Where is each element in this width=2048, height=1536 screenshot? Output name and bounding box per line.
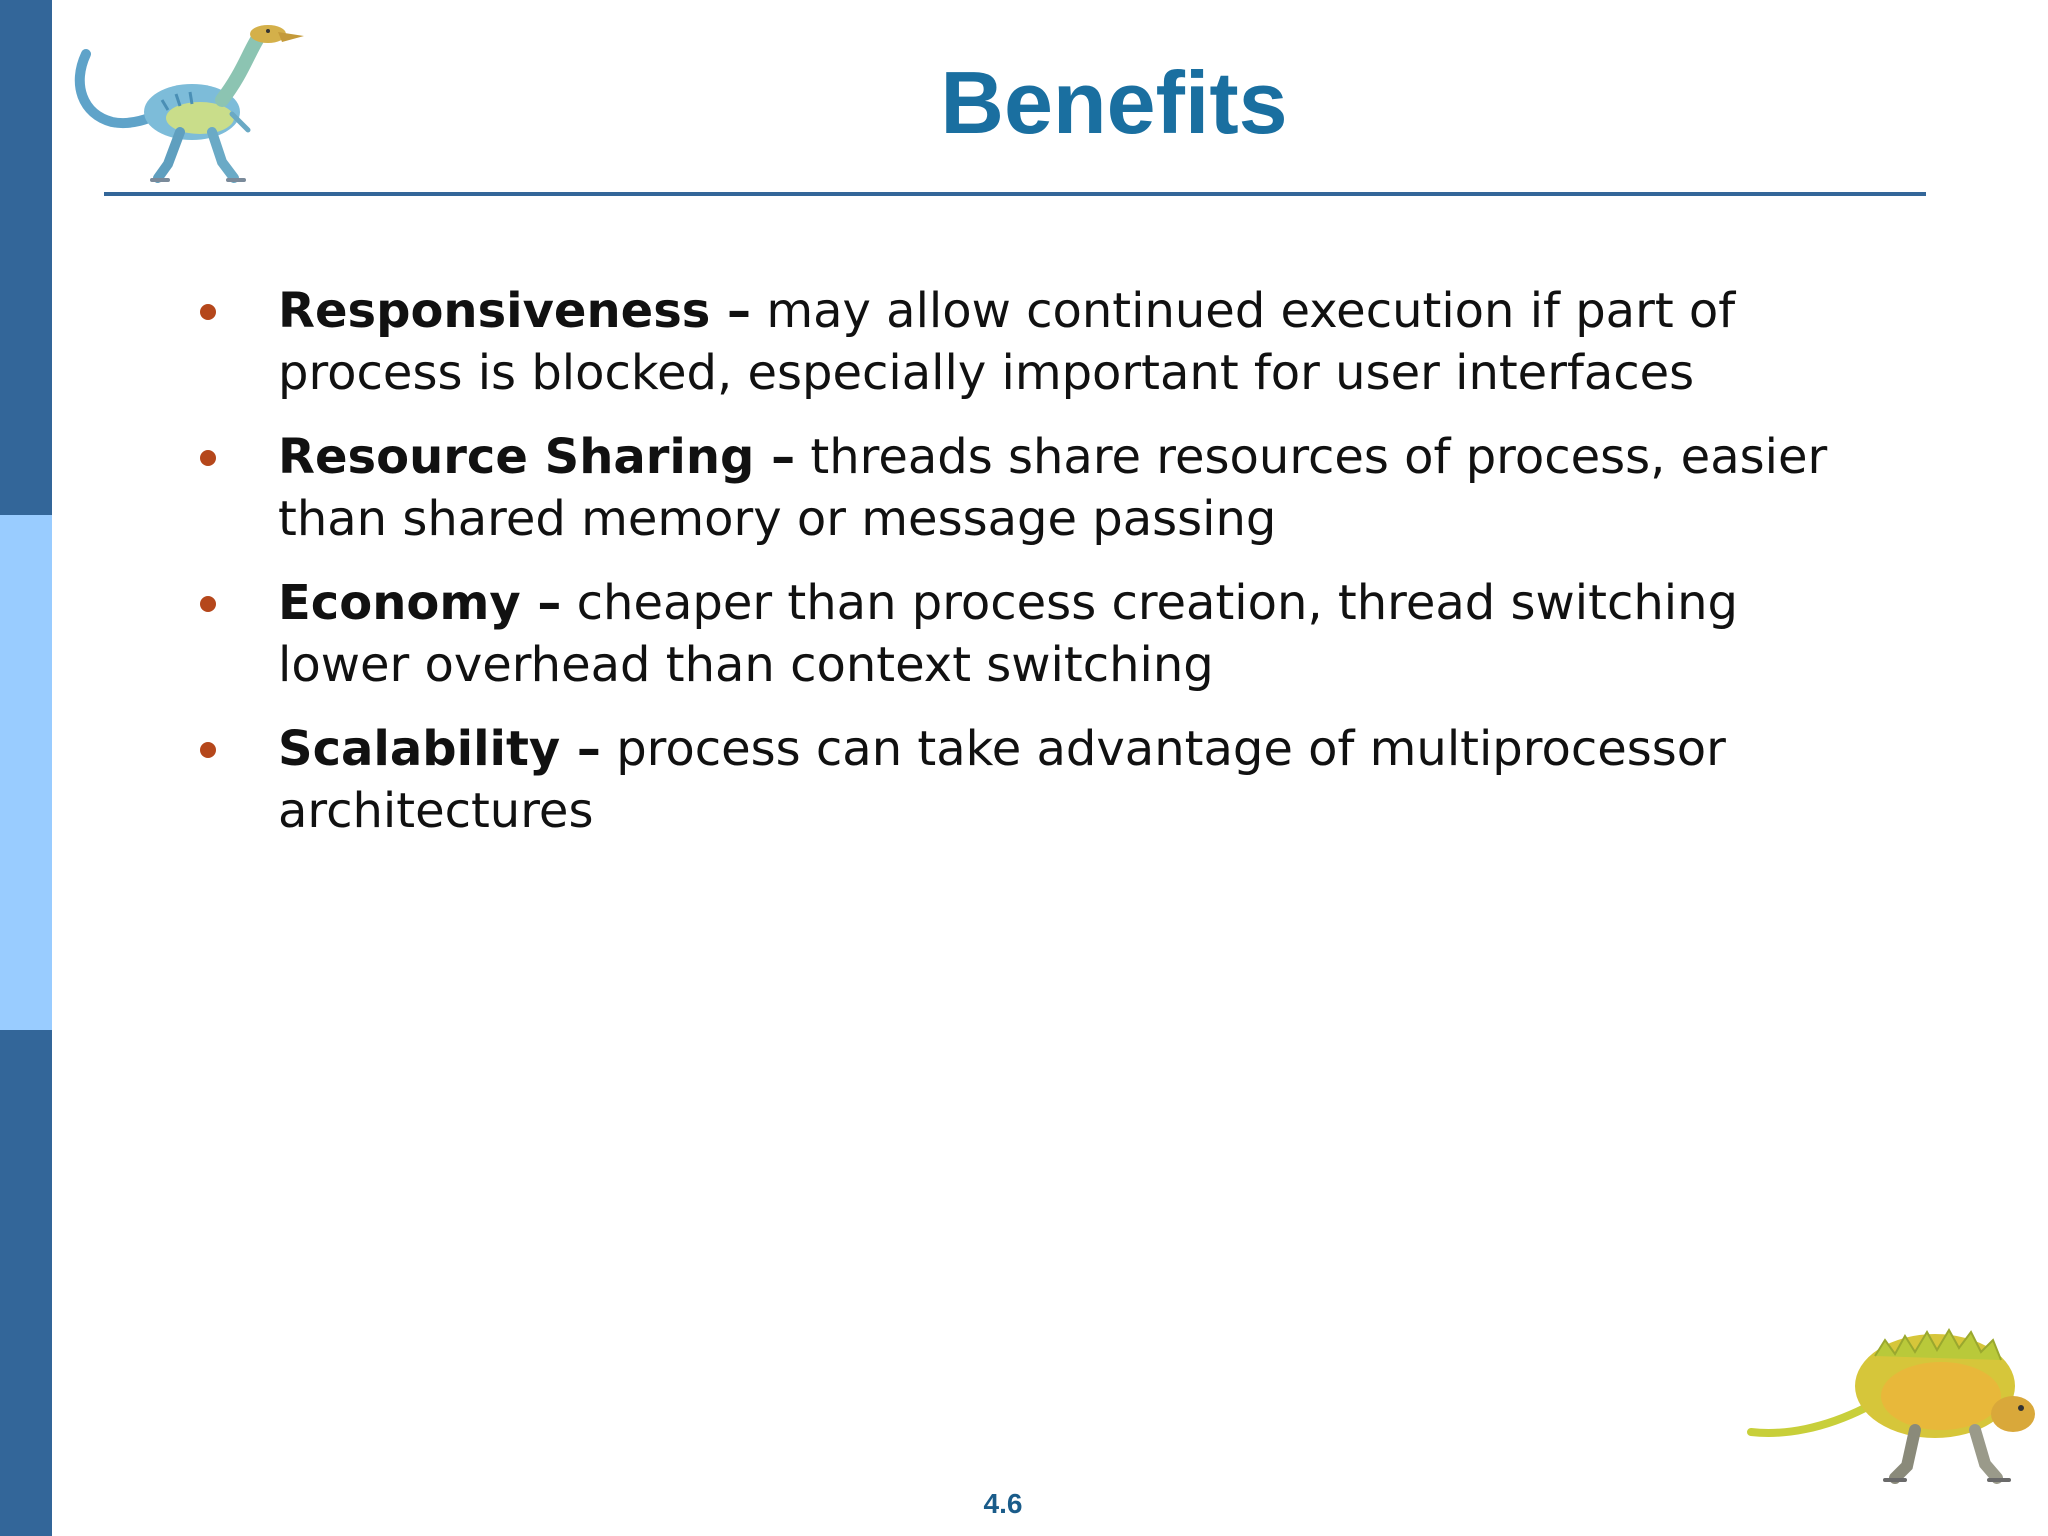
bullet-text: threads share resources of process, easier than shared memory or message passing [278, 429, 1828, 547]
bullet-item-economy [0, 572, 2048, 696]
bullet-text: process can take advantage of multiprocessor architectures [278, 721, 1726, 839]
bullet-term: Scalability – [278, 721, 601, 777]
bullet-item-resource-sharing [0, 426, 2048, 550]
bullet-dot [200, 596, 216, 612]
side-bar-bottom [0, 1030, 52, 1536]
bullet-term: Economy – [278, 575, 562, 631]
bullet-dot [200, 304, 216, 320]
bullet-text: cheaper than process creation, thread switching lower overhead than context switching [278, 575, 1738, 693]
bullet-dot [200, 742, 216, 758]
bullet-text: may allow continued execution if part of process is blocked, especially important for user interfaces [278, 283, 1736, 401]
bullet-term: Responsiveness – [278, 283, 752, 339]
dinosaur-icon [1745, 1296, 2045, 1496]
bullet-term: Resource Sharing – [278, 429, 796, 485]
title-divider [104, 192, 1926, 196]
bullet-item-responsiveness [0, 280, 2048, 404]
page-number: 4.6 [983, 1488, 1023, 1519]
bullet-dot [200, 450, 216, 466]
bullet-list [0, 280, 2048, 864]
bullet-item-scalability [0, 718, 2048, 842]
slide-title: Benefits [940, 53, 1288, 152]
